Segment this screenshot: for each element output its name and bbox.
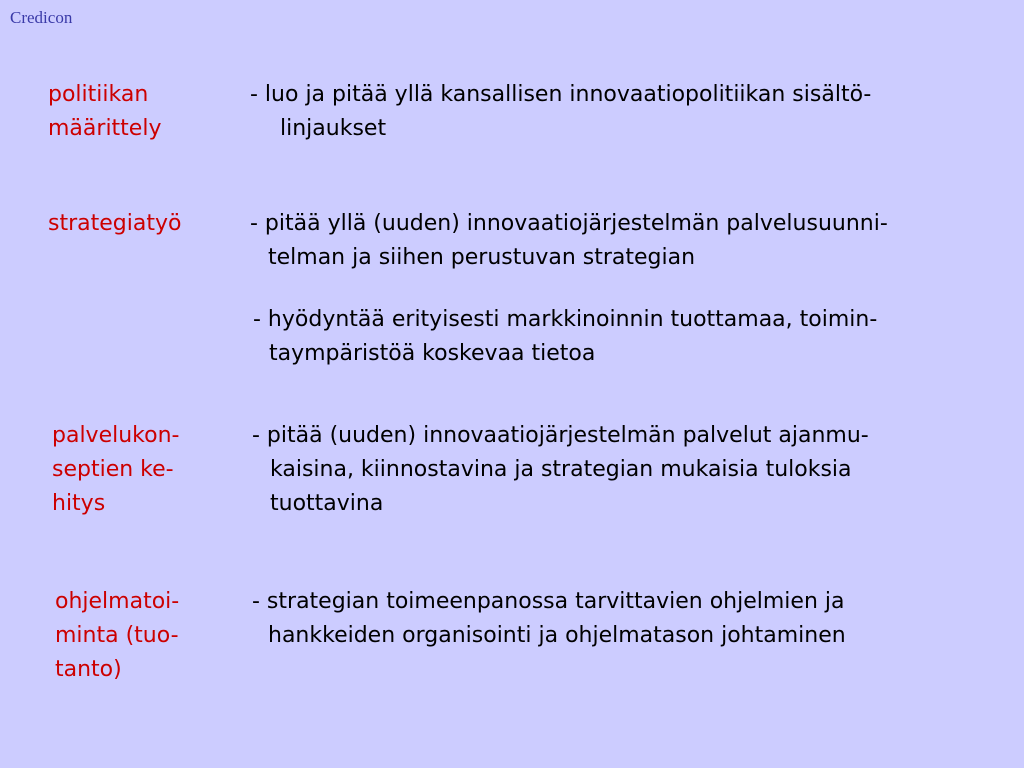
description-line: taympäristöä koskevaa tietoa bbox=[269, 341, 596, 366]
term-line: strategiatyö bbox=[48, 211, 182, 236]
description-line: kaisina, kiinnostavina ja strategian mukaisia tuloksia bbox=[270, 457, 852, 482]
description-line: - pitää yllä (uuden) innovaatiojärjestelmän palvelusuunni- bbox=[250, 211, 888, 236]
description-line: telman ja siihen perustuvan strategian bbox=[268, 245, 696, 270]
term-palvelukonseptien-kehitys bbox=[52, 419, 179, 521]
description-line: - pitää (uuden) innovaatiojärjestelmän palvelut ajanmu- bbox=[252, 423, 869, 448]
term-ohjelmatoiminta bbox=[55, 585, 179, 687]
term-line: palvelukon- bbox=[52, 423, 180, 448]
term-line: politiikan bbox=[48, 82, 149, 107]
term-line: septien ke- bbox=[52, 457, 174, 482]
description-line: - luo ja pitää yllä kansallisen innovaatiopolitiikan sisältö- bbox=[250, 82, 872, 107]
description-politiikan-maarittely bbox=[250, 78, 871, 146]
term-line: hitys bbox=[52, 491, 106, 516]
description-strategiatyo-2 bbox=[253, 303, 877, 371]
term-line: minta (tuo- bbox=[55, 623, 179, 648]
description-line: - hyödyntää erityisesti markkinoinnin tuottamaa, toimin- bbox=[253, 307, 878, 332]
description-line: linjaukset bbox=[280, 116, 387, 141]
description-palvelukonseptien-kehitys bbox=[252, 419, 869, 521]
brand-logo-text: Credicon bbox=[10, 8, 73, 27]
description-line: hankkeiden organisointi ja ohjelmatason johtaminen bbox=[268, 623, 846, 648]
term-line: ohjelmatoi- bbox=[55, 589, 180, 614]
term-line: määrittely bbox=[48, 116, 162, 141]
description-strategiatyo bbox=[250, 207, 888, 275]
term-strategiatyo bbox=[48, 207, 181, 241]
term-politiikan-maarittely bbox=[48, 78, 161, 146]
term-line: tanto) bbox=[55, 657, 122, 682]
description-ohjelmatoiminta bbox=[252, 585, 846, 653]
description-line: tuottavina bbox=[270, 491, 384, 516]
description-line: - strategian toimeenpanossa tarvittavien ohjelmien ja bbox=[252, 589, 845, 614]
